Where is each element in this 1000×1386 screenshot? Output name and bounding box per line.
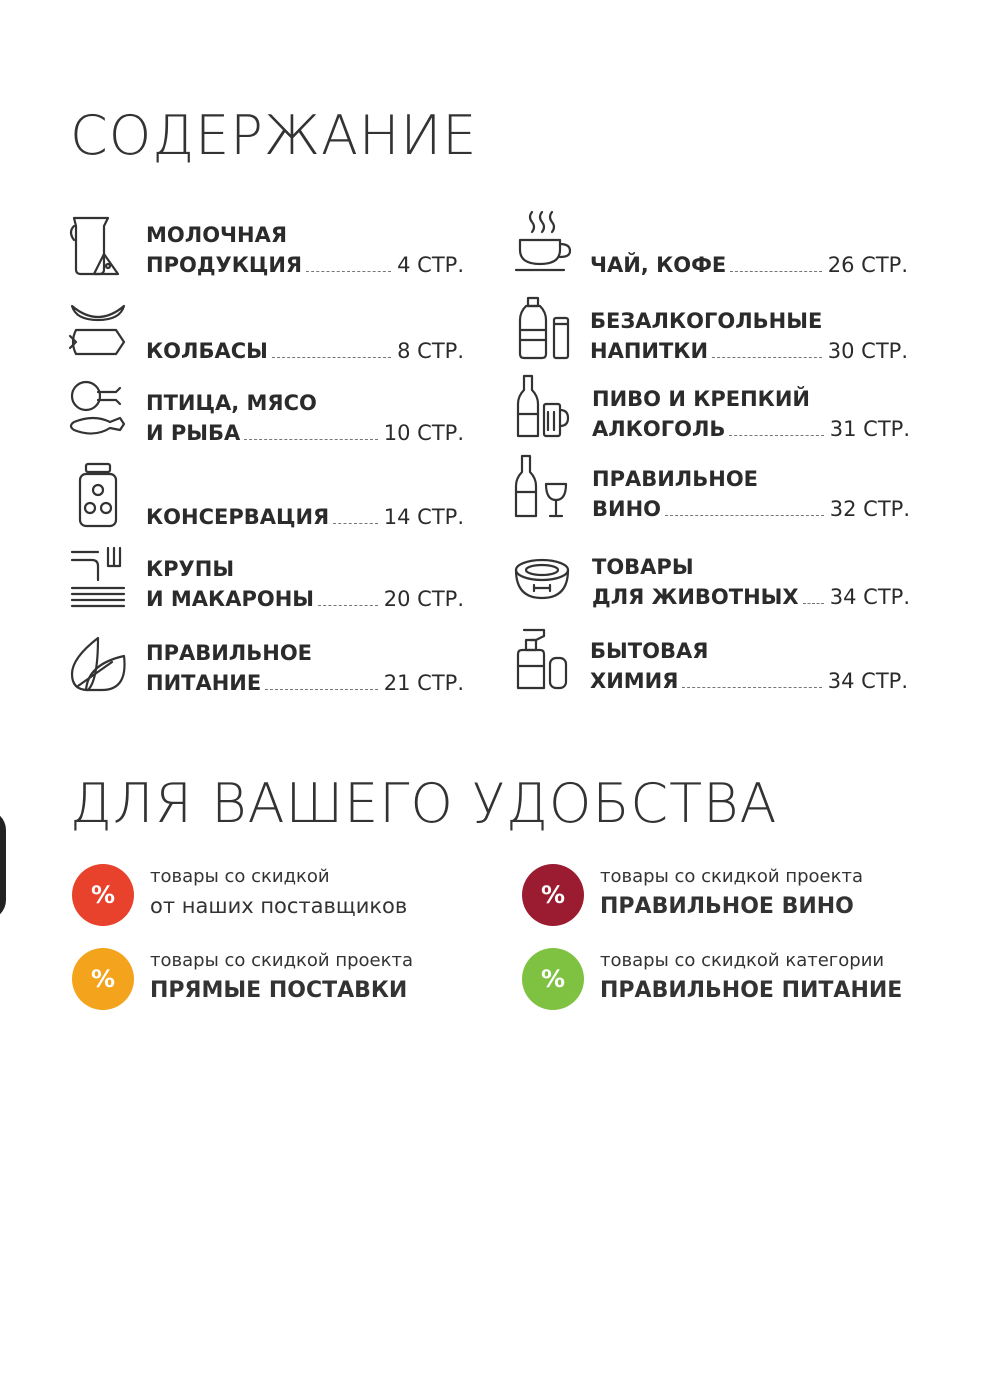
leader-dots [682, 687, 821, 688]
toc-item-beer-spirits[interactable] [512, 374, 912, 444]
discount-line2: ПРАВИЛЬНОЕ ПИТАНИЕ [600, 978, 903, 1003]
dairy-jug-icon [68, 210, 128, 280]
toc-label-line1: КРУПЫ [146, 557, 235, 581]
toc-item-dairy[interactable] [68, 210, 468, 280]
toc-page-number: 32 СТР. [829, 497, 910, 521]
toc-label-line1: ТОВАРЫ [592, 555, 694, 579]
toc-label-line2: АЛКОГОЛЬ [592, 417, 726, 441]
toc-label-line1: БЫТОВАЯ [590, 639, 709, 663]
toc-item-household-chemicals[interactable] [512, 626, 912, 696]
meat-drumstick-icon [68, 378, 128, 448]
tea-cup-icon [512, 210, 572, 280]
beer-bottle-icon [512, 374, 572, 444]
discount-percent-badge: % [72, 948, 134, 1010]
toc-label-line2: ПРОДУКЦИЯ [146, 253, 303, 277]
toc-page-number: 21 СТР. [383, 671, 464, 695]
toc-label-line2: И РЫБА [146, 421, 241, 445]
toc-item-meat[interactable] [68, 378, 468, 448]
toc-item-tea-coffee[interactable] [512, 210, 912, 280]
toc-page-number: 20 СТР. [383, 587, 464, 611]
toc-label-line2: ХИМИЯ [590, 669, 679, 693]
leader-dots [712, 357, 822, 358]
toc-label-line2: ПИТАНИЕ [146, 671, 262, 695]
toc-item-sausages[interactable] [68, 296, 468, 366]
leader-dots [803, 603, 824, 604]
toc-label-line2: ЧАЙ, КОФЕ [590, 253, 727, 277]
spray-bottle-icon [512, 626, 572, 696]
discount-percent-badge: % [522, 864, 584, 926]
decorative-edge-shape [0, 810, 6, 920]
toc-item-pets[interactable] [512, 542, 912, 612]
toc-label-line2: КОНСЕРВАЦИЯ [146, 505, 330, 529]
leader-dots [665, 515, 824, 516]
discount-line2: от наших поставщиков [150, 894, 408, 918]
bottle-drinks-icon [512, 296, 572, 366]
discount-percent-badge: % [522, 948, 584, 1010]
toc-label-line1: ПРАВИЛЬНОЕ [146, 641, 313, 665]
discount-line1: товары со скидкой категории [600, 950, 885, 971]
pet-bowl-icon [512, 542, 572, 612]
toc-page-number: 8 СТР. [397, 339, 464, 363]
page-title: СОДЕРЖАНИЕ [70, 104, 478, 167]
discount-supplier [72, 862, 502, 932]
toc-page-number: 34 СТР. [829, 585, 910, 609]
toc-page-number: 4 СТР. [397, 253, 464, 277]
toc-page-number: 10 СТР. [383, 421, 464, 445]
toc-page-number: 31 СТР. [829, 417, 910, 441]
leader-dots [729, 435, 823, 436]
discount-line1: товары со скидкой проекта [150, 950, 414, 971]
toc-label-line2: НАПИТКИ [590, 339, 709, 363]
sausage-icon [68, 296, 128, 366]
toc-item-healthy-food[interactable] [68, 628, 468, 698]
toc-label-line1: МОЛОЧНАЯ [146, 223, 288, 247]
toc-item-grains[interactable] [68, 544, 468, 614]
discount-line1: товары со скидкой [150, 866, 330, 887]
toc-label-line1: БЕЗАЛКОГОЛЬНЫЕ [590, 309, 823, 333]
toc-page-number: 34 СТР. [827, 669, 908, 693]
toc-label-line2: КОЛБАСЫ [146, 339, 268, 363]
leader-dots [306, 271, 391, 272]
discount-line2: ПРАВИЛЬНОЕ ВИНО [600, 894, 854, 919]
pasta-fork-icon [68, 544, 128, 614]
wine-bottle-icon [512, 454, 572, 524]
section-title-convenience: ДЛЯ ВАШЕГО УДОБСТВА [70, 772, 778, 835]
discount-healthy-food [522, 946, 952, 1016]
toc-label-line1: ПИВО И КРЕПКИЙ [592, 387, 810, 411]
leaf-icon [68, 628, 128, 698]
leader-dots [272, 357, 391, 358]
leader-dots [730, 271, 821, 272]
preserves-jar-icon [68, 462, 128, 532]
discount-wine [522, 862, 952, 932]
discount-percent-badge: % [72, 864, 134, 926]
toc-page-number: 26 СТР. [827, 253, 908, 277]
toc-label-line2: ДЛЯ ЖИВОТНЫХ [592, 585, 799, 609]
toc-item-wine[interactable] [512, 454, 912, 524]
toc-page-number: 14 СТР. [383, 505, 464, 529]
toc-page-number: 30 СТР. [827, 339, 908, 363]
toc-label-line1: ПРАВИЛЬНОЕ [592, 467, 759, 491]
toc-label-line2: ВИНО [592, 497, 662, 521]
toc-item-preserves[interactable] [68, 462, 468, 532]
leader-dots [333, 523, 378, 524]
discount-line1: товары со скидкой проекта [600, 866, 864, 887]
discount-direct-supply [72, 946, 502, 1016]
leader-dots [244, 439, 377, 440]
toc-label-line1: ПТИЦА, МЯСО [146, 391, 317, 415]
toc-item-soft-drinks[interactable] [512, 296, 912, 366]
leader-dots [265, 689, 378, 690]
discount-line2: ПРЯМЫЕ ПОСТАВКИ [150, 978, 408, 1003]
leader-dots [318, 605, 378, 606]
toc-label-line2: И МАКАРОНЫ [146, 587, 315, 611]
